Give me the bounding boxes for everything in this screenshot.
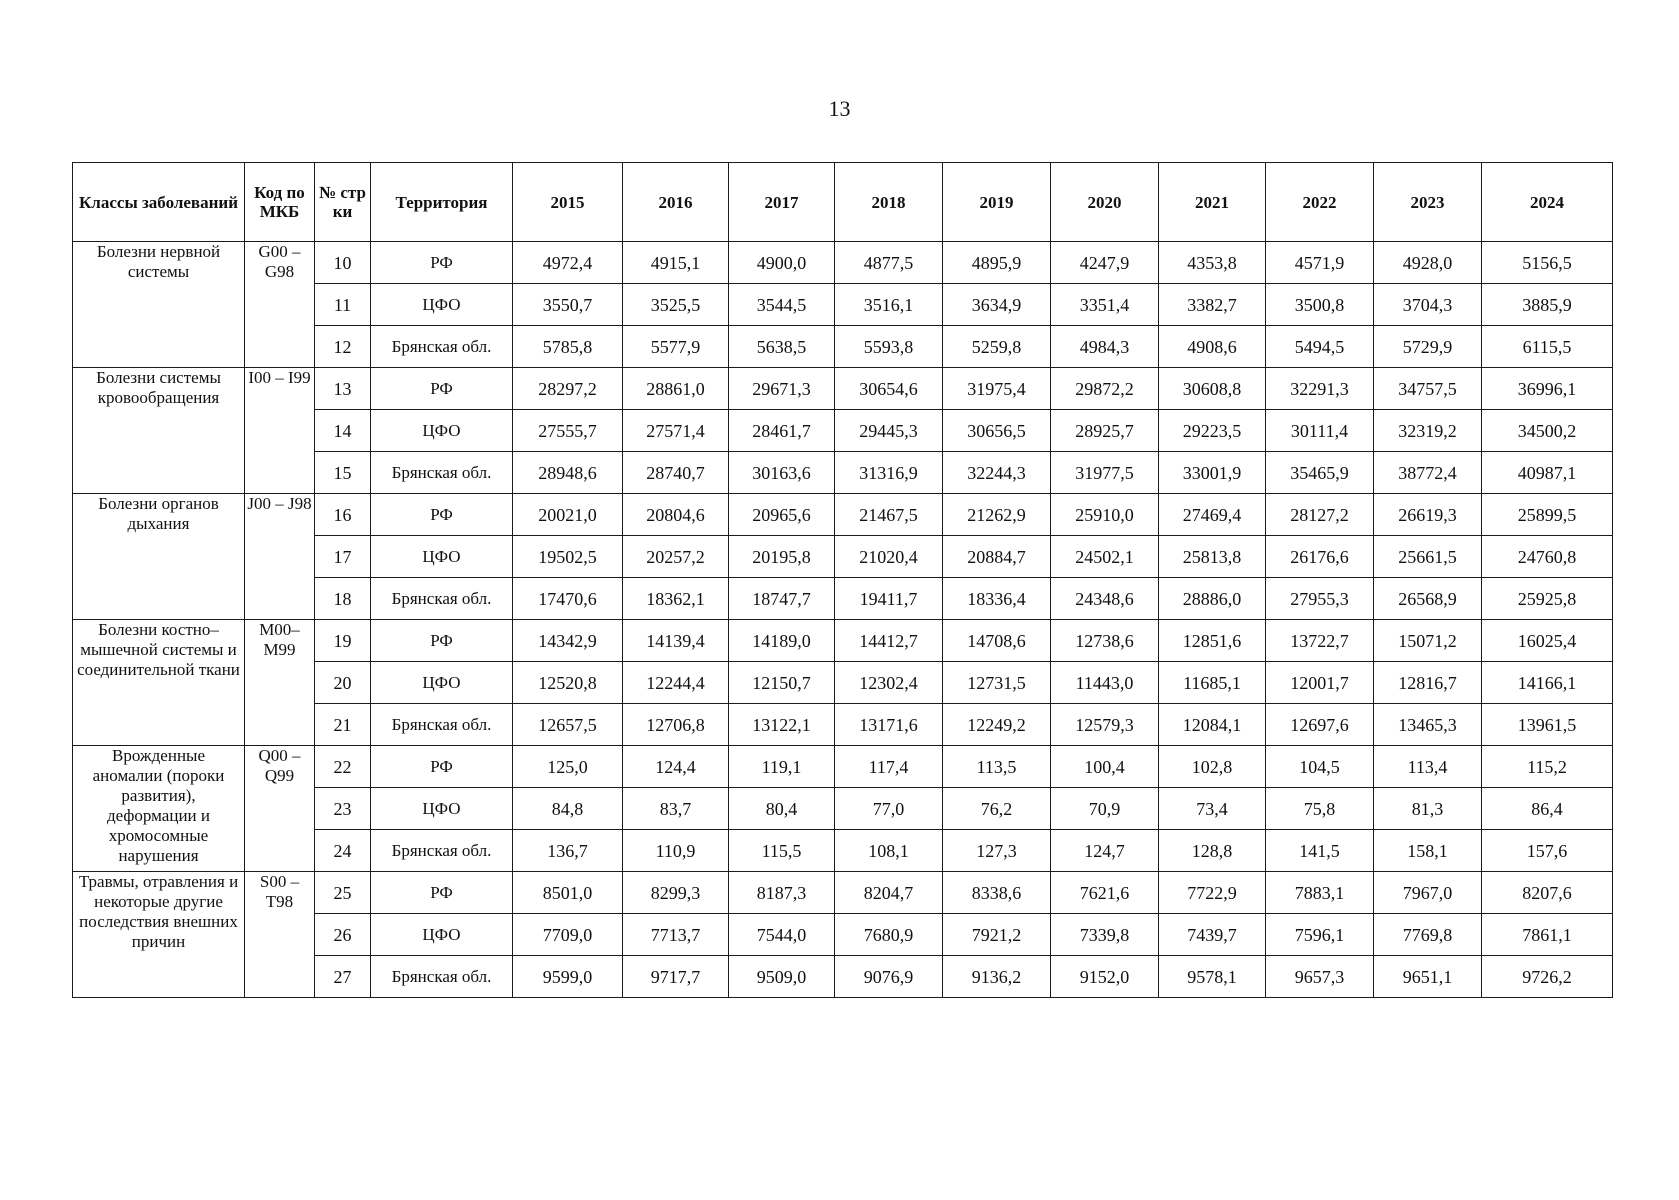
value-cell: 28925,7 bbox=[1051, 410, 1159, 452]
icd-code-cell: J00 – J98 bbox=[245, 494, 315, 620]
value-cell: 38772,4 bbox=[1374, 452, 1482, 494]
icd-code-cell: M00– M99 bbox=[245, 620, 315, 746]
row-number-cell: 21 bbox=[315, 704, 371, 746]
value-cell: 20804,6 bbox=[623, 494, 729, 536]
table-body bbox=[73, 242, 1613, 998]
territory-cell: РФ bbox=[371, 494, 513, 536]
value-cell: 8187,3 bbox=[729, 872, 835, 914]
value-cell: 77,0 bbox=[835, 788, 943, 830]
value-cell: 7439,7 bbox=[1159, 914, 1266, 956]
value-cell: 25899,5 bbox=[1482, 494, 1613, 536]
table-header-row bbox=[73, 163, 1613, 242]
row-number-cell: 20 bbox=[315, 662, 371, 704]
value-cell: 86,4 bbox=[1482, 788, 1613, 830]
value-cell: 127,3 bbox=[943, 830, 1051, 872]
value-cell: 30654,6 bbox=[835, 368, 943, 410]
value-cell: 12851,6 bbox=[1159, 620, 1266, 662]
header-year: 2018 bbox=[835, 163, 943, 242]
value-cell: 12579,3 bbox=[1051, 704, 1159, 746]
value-cell: 4984,3 bbox=[1051, 326, 1159, 368]
value-cell: 5638,5 bbox=[729, 326, 835, 368]
table-row bbox=[73, 872, 1613, 914]
value-cell: 34500,2 bbox=[1482, 410, 1613, 452]
territory-cell: Брянская обл. bbox=[371, 704, 513, 746]
value-cell: 27555,7 bbox=[513, 410, 623, 452]
value-cell: 102,8 bbox=[1159, 746, 1266, 788]
value-cell: 73,4 bbox=[1159, 788, 1266, 830]
value-cell: 12150,7 bbox=[729, 662, 835, 704]
value-cell: 26619,3 bbox=[1374, 494, 1482, 536]
value-cell: 128,8 bbox=[1159, 830, 1266, 872]
value-cell: 40987,1 bbox=[1482, 452, 1613, 494]
value-cell: 9578,1 bbox=[1159, 956, 1266, 998]
value-cell: 4915,1 bbox=[623, 242, 729, 284]
value-cell: 104,5 bbox=[1266, 746, 1374, 788]
value-cell: 9657,3 bbox=[1266, 956, 1374, 998]
value-cell: 3500,8 bbox=[1266, 284, 1374, 326]
value-cell: 32244,3 bbox=[943, 452, 1051, 494]
value-cell: 21467,5 bbox=[835, 494, 943, 536]
value-cell: 20884,7 bbox=[943, 536, 1051, 578]
row-number-cell: 11 bbox=[315, 284, 371, 326]
value-cell: 83,7 bbox=[623, 788, 729, 830]
header-year: 2021 bbox=[1159, 163, 1266, 242]
value-cell: 28948,6 bbox=[513, 452, 623, 494]
value-cell: 26176,6 bbox=[1266, 536, 1374, 578]
value-cell: 9152,0 bbox=[1051, 956, 1159, 998]
value-cell: 7596,1 bbox=[1266, 914, 1374, 956]
value-cell: 33001,9 bbox=[1159, 452, 1266, 494]
icd-code-cell: G00 – G98 bbox=[245, 242, 315, 368]
value-cell: 32291,3 bbox=[1266, 368, 1374, 410]
value-cell: 124,7 bbox=[1051, 830, 1159, 872]
value-cell: 5494,5 bbox=[1266, 326, 1374, 368]
value-cell: 24502,1 bbox=[1051, 536, 1159, 578]
value-cell: 12249,2 bbox=[943, 704, 1051, 746]
territory-cell: ЦФО bbox=[371, 536, 513, 578]
value-cell: 20195,8 bbox=[729, 536, 835, 578]
value-cell: 25813,8 bbox=[1159, 536, 1266, 578]
value-cell: 5785,8 bbox=[513, 326, 623, 368]
value-cell: 100,4 bbox=[1051, 746, 1159, 788]
header-year: 2015 bbox=[513, 163, 623, 242]
value-cell: 4908,6 bbox=[1159, 326, 1266, 368]
value-cell: 17470,6 bbox=[513, 578, 623, 620]
value-cell: 7921,2 bbox=[943, 914, 1051, 956]
value-cell: 124,4 bbox=[623, 746, 729, 788]
value-cell: 3704,3 bbox=[1374, 284, 1482, 326]
value-cell: 7861,1 bbox=[1482, 914, 1613, 956]
value-cell: 21262,9 bbox=[943, 494, 1051, 536]
value-cell: 9076,9 bbox=[835, 956, 943, 998]
value-cell: 8204,7 bbox=[835, 872, 943, 914]
value-cell: 13961,5 bbox=[1482, 704, 1613, 746]
value-cell: 7680,9 bbox=[835, 914, 943, 956]
disease-class-cell: Травмы, отравления и некоторые другие последствия внешних причин bbox=[73, 872, 245, 998]
value-cell: 9651,1 bbox=[1374, 956, 1482, 998]
row-number-cell: 22 bbox=[315, 746, 371, 788]
value-cell: 7769,8 bbox=[1374, 914, 1482, 956]
value-cell: 11685,1 bbox=[1159, 662, 1266, 704]
header-year: 2016 bbox=[623, 163, 729, 242]
value-cell: 21020,4 bbox=[835, 536, 943, 578]
value-cell: 12738,6 bbox=[1051, 620, 1159, 662]
value-cell: 125,0 bbox=[513, 746, 623, 788]
row-number-cell: 26 bbox=[315, 914, 371, 956]
value-cell: 4571,9 bbox=[1266, 242, 1374, 284]
value-cell: 70,9 bbox=[1051, 788, 1159, 830]
header-territory: Территория bbox=[371, 163, 513, 242]
value-cell: 16025,4 bbox=[1482, 620, 1613, 662]
value-cell: 75,8 bbox=[1266, 788, 1374, 830]
value-cell: 28886,0 bbox=[1159, 578, 1266, 620]
row-number-cell: 10 bbox=[315, 242, 371, 284]
header-year: 2017 bbox=[729, 163, 835, 242]
value-cell: 11443,0 bbox=[1051, 662, 1159, 704]
icd-code-cell: S00 – T98 bbox=[245, 872, 315, 998]
value-cell: 13122,1 bbox=[729, 704, 835, 746]
value-cell: 13722,7 bbox=[1266, 620, 1374, 662]
value-cell: 35465,9 bbox=[1266, 452, 1374, 494]
value-cell: 7967,0 bbox=[1374, 872, 1482, 914]
value-cell: 9717,7 bbox=[623, 956, 729, 998]
value-cell: 24348,6 bbox=[1051, 578, 1159, 620]
morbidity-table-container bbox=[72, 162, 1612, 998]
value-cell: 141,5 bbox=[1266, 830, 1374, 872]
row-number-cell: 19 bbox=[315, 620, 371, 662]
value-cell: 14412,7 bbox=[835, 620, 943, 662]
header-year: 2020 bbox=[1051, 163, 1159, 242]
value-cell: 9726,2 bbox=[1482, 956, 1613, 998]
value-cell: 12706,8 bbox=[623, 704, 729, 746]
value-cell: 3550,7 bbox=[513, 284, 623, 326]
territory-cell: Брянская обл. bbox=[371, 830, 513, 872]
value-cell: 14189,0 bbox=[729, 620, 835, 662]
value-cell: 12302,4 bbox=[835, 662, 943, 704]
row-number-cell: 14 bbox=[315, 410, 371, 452]
value-cell: 30608,8 bbox=[1159, 368, 1266, 410]
disease-class-cell: Врожденные аномалии (пороки развития), деформации и хромосомные нарушения bbox=[73, 746, 245, 872]
row-number-cell: 25 bbox=[315, 872, 371, 914]
value-cell: 110,9 bbox=[623, 830, 729, 872]
disease-class-cell: Болезни системы кровообращения bbox=[73, 368, 245, 494]
value-cell: 81,3 bbox=[1374, 788, 1482, 830]
header-row-number: № стр ки bbox=[315, 163, 371, 242]
value-cell: 7883,1 bbox=[1266, 872, 1374, 914]
value-cell: 5593,8 bbox=[835, 326, 943, 368]
territory-cell: РФ bbox=[371, 368, 513, 410]
value-cell: 28461,7 bbox=[729, 410, 835, 452]
value-cell: 8501,0 bbox=[513, 872, 623, 914]
value-cell: 19502,5 bbox=[513, 536, 623, 578]
value-cell: 8338,6 bbox=[943, 872, 1051, 914]
territory-cell: Брянская обл. bbox=[371, 956, 513, 998]
value-cell: 29872,2 bbox=[1051, 368, 1159, 410]
row-number-cell: 16 bbox=[315, 494, 371, 536]
value-cell: 15071,2 bbox=[1374, 620, 1482, 662]
value-cell: 20021,0 bbox=[513, 494, 623, 536]
header-year: 2022 bbox=[1266, 163, 1374, 242]
territory-cell: ЦФО bbox=[371, 788, 513, 830]
value-cell: 7621,6 bbox=[1051, 872, 1159, 914]
value-cell: 12244,4 bbox=[623, 662, 729, 704]
value-cell: 32319,2 bbox=[1374, 410, 1482, 452]
value-cell: 157,6 bbox=[1482, 830, 1613, 872]
territory-cell: ЦФО bbox=[371, 914, 513, 956]
value-cell: 12520,8 bbox=[513, 662, 623, 704]
table-row bbox=[73, 242, 1613, 284]
value-cell: 7709,0 bbox=[513, 914, 623, 956]
value-cell: 24760,8 bbox=[1482, 536, 1613, 578]
value-cell: 30656,5 bbox=[943, 410, 1051, 452]
header-klass: Классы заболеваний bbox=[73, 163, 245, 242]
value-cell: 20257,2 bbox=[623, 536, 729, 578]
header-year: 2024 bbox=[1482, 163, 1613, 242]
disease-class-cell: Болезни нервной системы bbox=[73, 242, 245, 368]
row-number-cell: 17 bbox=[315, 536, 371, 578]
value-cell: 12001,7 bbox=[1266, 662, 1374, 704]
icd-code-cell: I00 – I99 bbox=[245, 368, 315, 494]
row-number-cell: 23 bbox=[315, 788, 371, 830]
value-cell: 18362,1 bbox=[623, 578, 729, 620]
value-cell: 3885,9 bbox=[1482, 284, 1613, 326]
value-cell: 113,4 bbox=[1374, 746, 1482, 788]
value-cell: 119,1 bbox=[729, 746, 835, 788]
table-row bbox=[73, 746, 1613, 788]
value-cell: 29223,5 bbox=[1159, 410, 1266, 452]
value-cell: 84,8 bbox=[513, 788, 623, 830]
table-row bbox=[73, 620, 1613, 662]
value-cell: 9599,0 bbox=[513, 956, 623, 998]
value-cell: 5729,9 bbox=[1374, 326, 1482, 368]
territory-cell: Брянская обл. bbox=[371, 578, 513, 620]
value-cell: 4972,4 bbox=[513, 242, 623, 284]
icd-code-cell: Q00 – Q99 bbox=[245, 746, 315, 872]
value-cell: 6115,5 bbox=[1482, 326, 1613, 368]
disease-class-cell: Болезни костно–мышечной системы и соединительной ткани bbox=[73, 620, 245, 746]
header-code: Код по МКБ bbox=[245, 163, 315, 242]
value-cell: 108,1 bbox=[835, 830, 943, 872]
row-number-cell: 27 bbox=[315, 956, 371, 998]
value-cell: 27955,3 bbox=[1266, 578, 1374, 620]
value-cell: 4877,5 bbox=[835, 242, 943, 284]
value-cell: 12657,5 bbox=[513, 704, 623, 746]
value-cell: 5156,5 bbox=[1482, 242, 1613, 284]
value-cell: 34757,5 bbox=[1374, 368, 1482, 410]
table-row bbox=[73, 368, 1613, 410]
value-cell: 3516,1 bbox=[835, 284, 943, 326]
territory-cell: РФ bbox=[371, 746, 513, 788]
value-cell: 27571,4 bbox=[623, 410, 729, 452]
value-cell: 5577,9 bbox=[623, 326, 729, 368]
header-year: 2023 bbox=[1374, 163, 1482, 242]
disease-class-cell: Болезни органов дыхания bbox=[73, 494, 245, 620]
value-cell: 7722,9 bbox=[1159, 872, 1266, 914]
table-row bbox=[73, 494, 1613, 536]
value-cell: 36996,1 bbox=[1482, 368, 1613, 410]
value-cell: 12816,7 bbox=[1374, 662, 1482, 704]
territory-cell: ЦФО bbox=[371, 284, 513, 326]
row-number-cell: 15 bbox=[315, 452, 371, 494]
value-cell: 28740,7 bbox=[623, 452, 729, 494]
value-cell: 115,2 bbox=[1482, 746, 1613, 788]
value-cell: 4900,0 bbox=[729, 242, 835, 284]
value-cell: 31975,4 bbox=[943, 368, 1051, 410]
value-cell: 26568,9 bbox=[1374, 578, 1482, 620]
value-cell: 113,5 bbox=[943, 746, 1051, 788]
territory-cell: РФ bbox=[371, 242, 513, 284]
value-cell: 27469,4 bbox=[1159, 494, 1266, 536]
value-cell: 28861,0 bbox=[623, 368, 729, 410]
value-cell: 28127,2 bbox=[1266, 494, 1374, 536]
value-cell: 9509,0 bbox=[729, 956, 835, 998]
value-cell: 3525,5 bbox=[623, 284, 729, 326]
value-cell: 13171,6 bbox=[835, 704, 943, 746]
value-cell: 80,4 bbox=[729, 788, 835, 830]
value-cell: 4895,9 bbox=[943, 242, 1051, 284]
page-number: 13 bbox=[828, 96, 851, 121]
value-cell: 3544,5 bbox=[729, 284, 835, 326]
header-year: 2019 bbox=[943, 163, 1051, 242]
value-cell: 3634,9 bbox=[943, 284, 1051, 326]
value-cell: 3382,7 bbox=[1159, 284, 1266, 326]
value-cell: 19411,7 bbox=[835, 578, 943, 620]
value-cell: 9136,2 bbox=[943, 956, 1051, 998]
value-cell: 5259,8 bbox=[943, 326, 1051, 368]
value-cell: 115,5 bbox=[729, 830, 835, 872]
value-cell: 8207,6 bbox=[1482, 872, 1613, 914]
value-cell: 7544,0 bbox=[729, 914, 835, 956]
value-cell: 14139,4 bbox=[623, 620, 729, 662]
value-cell: 30163,6 bbox=[729, 452, 835, 494]
morbidity-table bbox=[72, 162, 1613, 998]
value-cell: 12084,1 bbox=[1159, 704, 1266, 746]
value-cell: 14342,9 bbox=[513, 620, 623, 662]
value-cell: 18336,4 bbox=[943, 578, 1051, 620]
value-cell: 30111,4 bbox=[1266, 410, 1374, 452]
value-cell: 3351,4 bbox=[1051, 284, 1159, 326]
territory-cell: ЦФО bbox=[371, 662, 513, 704]
value-cell: 4247,9 bbox=[1051, 242, 1159, 284]
value-cell: 117,4 bbox=[835, 746, 943, 788]
territory-cell: РФ bbox=[371, 620, 513, 662]
value-cell: 25925,8 bbox=[1482, 578, 1613, 620]
value-cell: 28297,2 bbox=[513, 368, 623, 410]
value-cell: 7713,7 bbox=[623, 914, 729, 956]
value-cell: 25661,5 bbox=[1374, 536, 1482, 578]
value-cell: 31316,9 bbox=[835, 452, 943, 494]
value-cell: 29445,3 bbox=[835, 410, 943, 452]
row-number-cell: 24 bbox=[315, 830, 371, 872]
value-cell: 8299,3 bbox=[623, 872, 729, 914]
value-cell: 12731,5 bbox=[943, 662, 1051, 704]
territory-cell: Брянская обл. bbox=[371, 452, 513, 494]
value-cell: 158,1 bbox=[1374, 830, 1482, 872]
value-cell: 136,7 bbox=[513, 830, 623, 872]
row-number-cell: 13 bbox=[315, 368, 371, 410]
value-cell: 13465,3 bbox=[1374, 704, 1482, 746]
value-cell: 14708,6 bbox=[943, 620, 1051, 662]
row-number-cell: 18 bbox=[315, 578, 371, 620]
value-cell: 29671,3 bbox=[729, 368, 835, 410]
row-number-cell: 12 bbox=[315, 326, 371, 368]
territory-cell: ЦФО bbox=[371, 410, 513, 452]
value-cell: 31977,5 bbox=[1051, 452, 1159, 494]
value-cell: 25910,0 bbox=[1051, 494, 1159, 536]
value-cell: 20965,6 bbox=[729, 494, 835, 536]
value-cell: 7339,8 bbox=[1051, 914, 1159, 956]
value-cell: 4928,0 bbox=[1374, 242, 1482, 284]
value-cell: 4353,8 bbox=[1159, 242, 1266, 284]
value-cell: 18747,7 bbox=[729, 578, 835, 620]
value-cell: 14166,1 bbox=[1482, 662, 1613, 704]
territory-cell: Брянская обл. bbox=[371, 326, 513, 368]
value-cell: 76,2 bbox=[943, 788, 1051, 830]
territory-cell: РФ bbox=[371, 872, 513, 914]
value-cell: 12697,6 bbox=[1266, 704, 1374, 746]
